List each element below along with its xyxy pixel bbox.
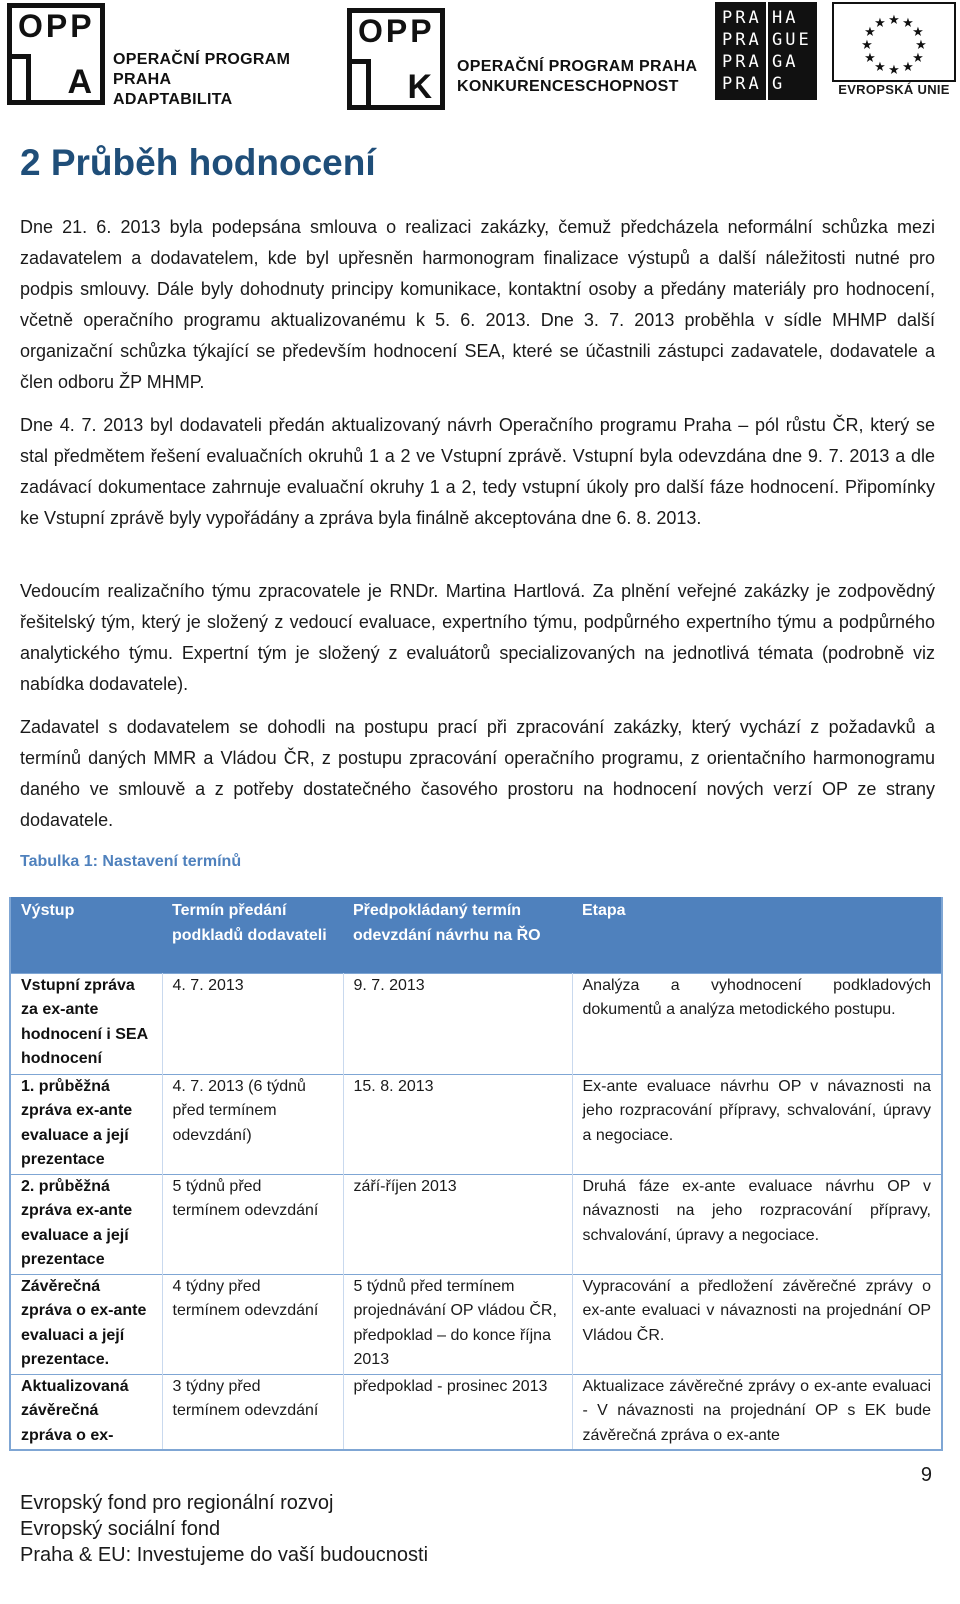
praha-cell: PRA: [722, 30, 762, 50]
header-logo-bar: [0, 0, 960, 110]
footer-line-erdf: Evropský fond pro regionální rozvoj: [20, 1492, 334, 1514]
svg-text:★: ★: [888, 13, 900, 28]
cell-expected: předpoklad - prosinec 2013: [343, 1374, 572, 1450]
header-stage: Etapa: [572, 897, 942, 973]
cell-output: Vstupní zpráva za ex-ante hodnocení i SEA hodnocení: [10, 973, 162, 1074]
svg-text:★: ★: [902, 60, 914, 75]
page-number: 9: [920, 1464, 932, 1486]
footer: [20, 1490, 428, 1568]
paragraph-input-report: Dne 4. 7. 2013 byl dodavateli předán aktualizovaný návrh Operačního programu Praha – pól růstu ČR, který se stal předmětem řešení evaluačních okruhů 1 a 2 ve Vstupní zprávě. Vstupní byla odevzdána dne 9. 7. 2013 a dle zadávací dokumentace zahrnuje evaluační okruhy 1 a 2, tedy vstupní úkoly pro další fáze hodnocení. Připomínky ke Vstupní zprávě byly vypořádány a zpráva byla finálně akceptována dne 6. 8. 2013.: [20, 415, 935, 528]
table-row: [10, 1374, 942, 1450]
cell-expected: 15. 8. 2013: [343, 1074, 572, 1174]
cell-handover: 4. 7. 2013 (6 týdnů před termínem odevzdání): [162, 1074, 343, 1174]
footer-line-slogan: Praha & EU: Investujeme do vaší budoucnosti: [20, 1544, 429, 1566]
cell-stage: Druhá fáze ex-ante evaluace návrhu OP v návaznosti na jeho rozpracování přípravy, schvalování, úpravy a negociace.: [572, 1174, 942, 1274]
cell-expected: 5 týdnů před termínem projednávání OP vládou ČR, předpoklad – do konce října 2013: [343, 1274, 572, 1374]
paragraph-procedure: Zadavatel s dodavatelem se dohodli na postupu prací při zpracování zakázky, který vychází z požadavků a termínů daných MMR a Vládou ČR, z postupu zpracování operačního programu, z orientačního harmonogramu daného ve smlouvě a z potřeby dostatečného časového prostoru na hodnocení nových verzí OP ze strany dodavatele.: [20, 717, 935, 830]
cell-handover: 5 týdnů před termínem odevzdání: [162, 1174, 343, 1274]
table-row: [10, 1274, 942, 1374]
table-row: [10, 973, 942, 1074]
table-row: [10, 1074, 942, 1174]
opp-a-line1: OPERAČNÍ PROGRAM PRAHA: [113, 51, 291, 88]
cell-stage: Ex-ante evaluace návrhu OP v návaznosti na jeho rozpracování přípravy, schvalování, úpravy a negociace.: [572, 1074, 942, 1174]
cell-expected: září-říjen 2013: [343, 1174, 572, 1274]
opp-a-letter: A: [67, 63, 92, 101]
cell-handover: 4 týdny před termínem odevzdání: [162, 1274, 343, 1374]
svg-text:★: ★: [912, 51, 924, 66]
svg-text:★: ★: [888, 63, 900, 78]
header-expected-date: Předpokládaný termín odevzdání návrhu na ŘO: [343, 897, 572, 973]
table-header-row: [10, 897, 942, 973]
svg-text:★: ★: [874, 16, 886, 31]
cell-stage: Vypracování a předložení závěrečné zprávy o ex-ante evaluaci v návaznosti na projednání OP Vládou ČR.: [572, 1274, 942, 1374]
paragraph-team: Vedoucím realizačního týmu zpracovatele je RNDr. Martina Hartlová. Za plnění veřejné zakázky je zodpovědný řešitelský tým, který je složený z vedoucí evaluace, expertního týmu, podpůrného expertního týmu a podpůrného analytického týmu. Expertní tým je složený z evaluátorů specializovaných na jednotlivá témata (podrobně viz nabídka dodavatele).: [20, 581, 935, 694]
header-handover-date: Termín předání podkladů dodavateli: [162, 897, 343, 973]
cell-handover: 3 týdny před termínem odevzdání: [162, 1374, 343, 1450]
opp-adaptabilita-logo: [0, 0, 345, 108]
praha-cell: HA: [772, 8, 799, 28]
cell-output: 1. průběžná zpráva ex-ante evaluace a její prezentace: [10, 1074, 162, 1174]
opp-k-letter: K: [407, 68, 432, 106]
opp-k-letters: OPP: [358, 13, 435, 49]
paragraph-contract: Dne 21. 6. 2013 byla podepsána smlouva o realizaci zakázky, čemuž předcházela neformální schůzka mezi zadavatelem a dodavatelem, kde byl upřesněn harmonogram finalizace výstupů a další náležitosti nutné pro podpis smlouvy. Dále byly dohodnuty principy komunikace, kontaktní osoby a předány materiály pro hodnocení, včetně operačního programu aktualizovanému k 5. 6. 2013. Dne 3. 7. 2013 proběhla v sídle MHMP další organizační schůzka týkající se především hodnocení SEA, které se účastnili zástupci zadavatele, dodavatele a člen odboru ŽP MHMP.: [20, 217, 935, 392]
cell-output: Aktualizovaná závěrečná zpráva o ex-: [10, 1374, 162, 1450]
cell-output: 2. průběžná zpráva ex-ante evaluace a její prezentace: [10, 1174, 162, 1274]
cell-expected: 9. 7. 2013: [343, 973, 572, 1074]
cell-stage: Aktualizace závěrečné zprávy o ex-ante evaluaci - V návaznosti na projednání OP s EK bude závěrečná zpráva o ex-ante: [572, 1374, 942, 1450]
svg-text:★: ★: [864, 25, 876, 40]
cell-handover: 4. 7. 2013: [162, 973, 343, 1074]
praha-cell: GUE: [772, 30, 812, 50]
svg-text:★: ★: [915, 38, 927, 53]
praha-cell: PRA: [722, 8, 762, 28]
svg-text:★: ★: [902, 16, 914, 31]
praha-cell: PRA: [722, 74, 762, 94]
svg-text:★: ★: [861, 38, 873, 53]
opp-a-line2: ADAPTABILITA: [113, 91, 233, 108]
eu-caption: EVROPSKÁ UNIE: [838, 82, 950, 97]
praha-cell: G: [772, 74, 786, 94]
footer-line-esf: Evropský sociální fond: [20, 1518, 221, 1540]
table-row: [10, 1174, 942, 1274]
praha-logo: [715, 2, 817, 100]
opp-k-line1: OPERAČNÍ PROGRAM PRAHA: [457, 58, 698, 75]
section-heading: 2 Průběh hodnocení: [20, 142, 376, 183]
svg-text:★: ★: [874, 60, 886, 75]
table-caption: Tabulka 1: Nastavení termínů: [20, 853, 242, 870]
opp-a-letters: OPP: [18, 8, 95, 44]
svg-text:★: ★: [912, 25, 924, 40]
eu-stars-icon: [834, 4, 954, 80]
eu-flag: [832, 2, 956, 82]
opp-konkurenceschopnost-logo: [340, 0, 700, 105]
eu-logo: [832, 2, 956, 100]
cell-output: Závěrečná zpráva o ex-ante evaluaci a její prezentace.: [10, 1274, 162, 1374]
cell-stage: Analýza a vyhodnocení podkladových dokumentů a analýza metodického postupu.: [572, 973, 942, 1074]
opp-a-mark: [7, 3, 105, 105]
opp-k-line2: KONKURENCESCHOPNOST: [457, 78, 679, 95]
opp-k-mark: [347, 8, 445, 110]
praha-cell: GA: [772, 52, 799, 72]
svg-text:★: ★: [864, 51, 876, 66]
terms-table: [9, 897, 943, 1451]
praha-cell: PRA: [722, 52, 762, 72]
header-output: Výstup: [10, 897, 162, 973]
